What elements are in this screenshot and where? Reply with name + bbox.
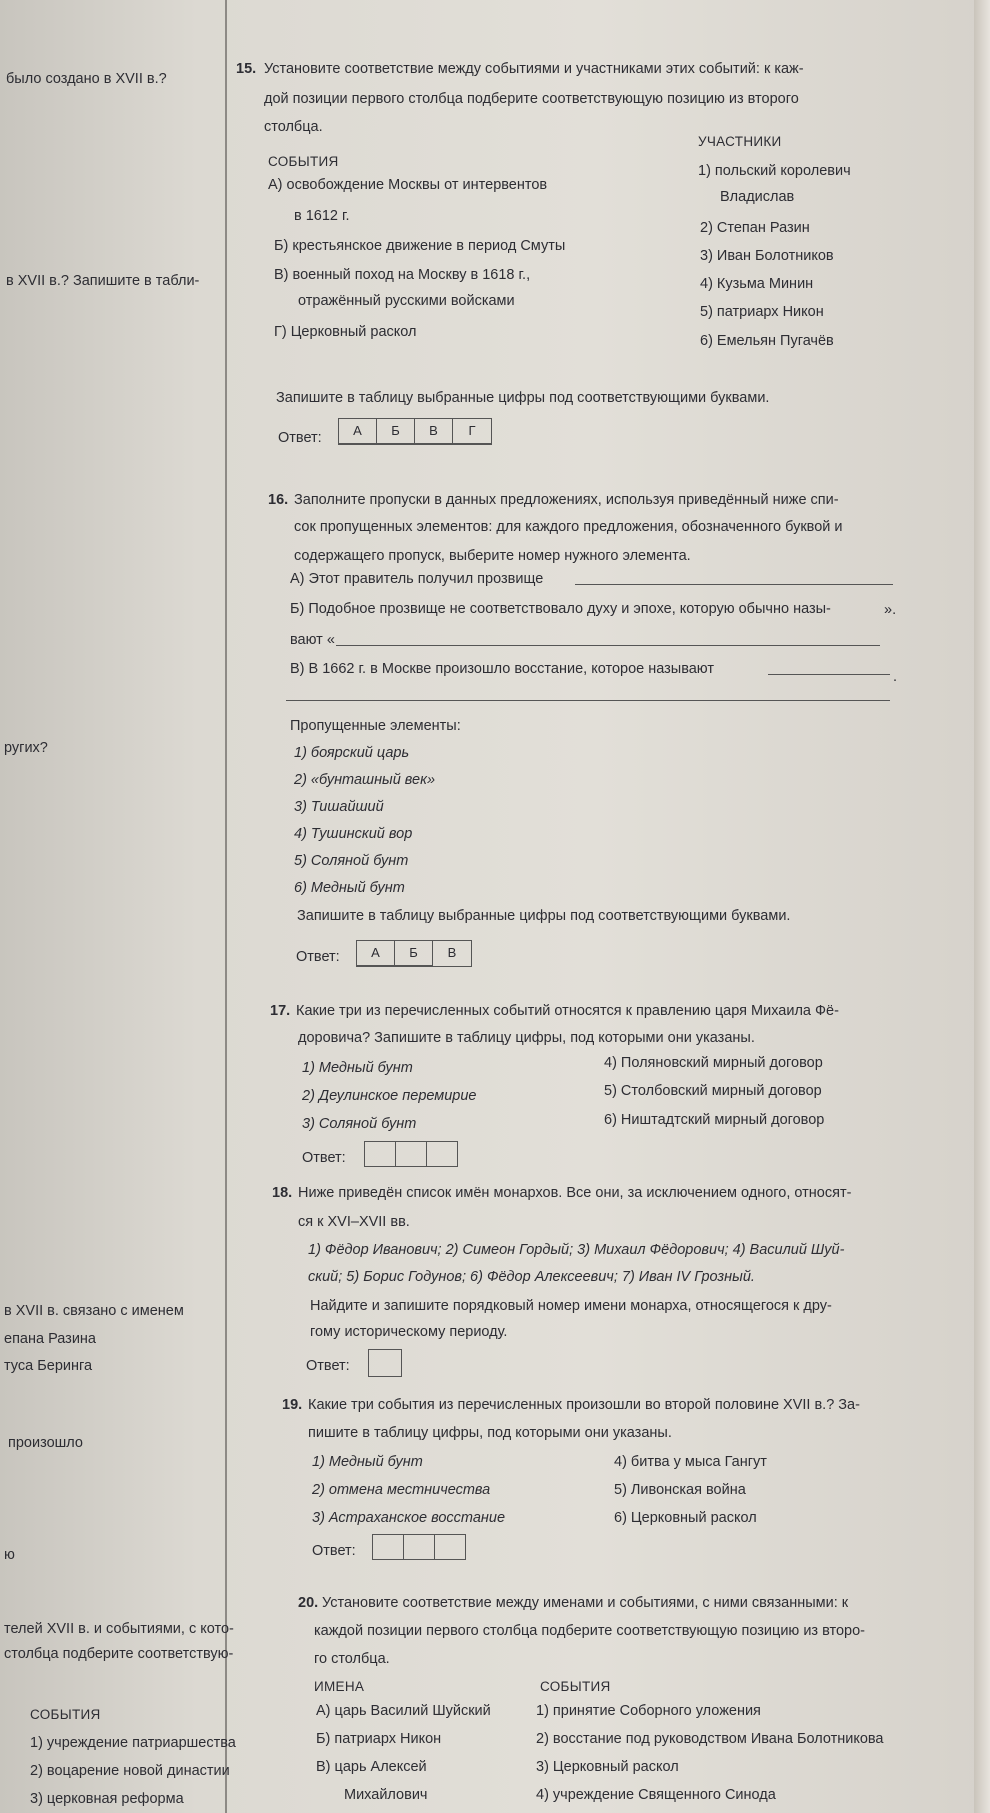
answer-label: Ответ: [302, 1150, 346, 1166]
question-text: Какие три события из перечисленных произошли во второй половине XVII в.? За- [308, 1397, 860, 1413]
option-item: 5) Столбовский мирный договор [604, 1083, 822, 1099]
left-text-line: столбца подберите соответствую- [4, 1646, 234, 1662]
name-item: А) царь Василий Шуйский [316, 1703, 491, 1719]
name-item: Михайлович [344, 1787, 428, 1803]
missing-element: 5) Соляной бунт [294, 853, 409, 869]
event-item: В) военный поход на Москву в 1618 г., [274, 267, 531, 283]
answer-table [356, 940, 472, 967]
question-number: 16. [268, 492, 289, 508]
page-edge [974, 0, 990, 1813]
answer-cell[interactable] [373, 1535, 404, 1559]
closing-dot: . [893, 669, 898, 685]
instruction-text: Запишите в таблицу выбранные цифры под соответствующими буквами. [297, 908, 791, 924]
answer-cell[interactable] [435, 1535, 465, 1559]
option-item: 1) Медный бунт [312, 1454, 423, 1470]
events-header: СОБЫТИЯ [540, 1679, 611, 1694]
names-header: ИМЕНА [314, 1679, 365, 1694]
answer-cell[interactable] [396, 1142, 427, 1166]
left-event-item: 1) учреждение патриаршества [30, 1735, 236, 1751]
option-item: 2) отмена местничества [312, 1482, 491, 1498]
missing-element: 2) «бунташный век» [294, 772, 436, 788]
event-item: 2) восстание под руководством Ивана Болотникова [536, 1731, 884, 1747]
blank-line [768, 674, 890, 675]
question-text: доровича? Запишите в таблицу цифры, под которыми они указаны. [298, 1030, 755, 1046]
participant-item: 4) Кузьма Минин [700, 276, 814, 292]
question-text: го столбца. [314, 1651, 390, 1667]
left-text-line: в XVII в.? Запишите в табли- [6, 273, 200, 289]
name-item: Б) патриарх Никон [316, 1731, 442, 1747]
question-number: 18. [272, 1185, 293, 1201]
option-item: 6) Церковный раскол [614, 1510, 757, 1526]
option-item: 4) Поляновский мирный договор [604, 1055, 823, 1071]
left-text-line: телей XVII в. и событиями, с кото- [4, 1621, 234, 1637]
left-text-line: в XVII в. связано с именем [4, 1303, 184, 1319]
option-item: 6) Ништадтский мирный договор [604, 1112, 825, 1128]
participant-item: 3) Иван Болотников [700, 248, 834, 264]
participant-item: 6) Емельян Пугачёв [700, 333, 834, 349]
question-text: Установите соответствие между событиями и участниками этих событий: к каж- [264, 61, 804, 77]
sentence-v: В) В 1662 г. в Москве произошло восстание, которое называют [290, 661, 715, 677]
event-item: 1) принятие Соборного уложения [536, 1703, 761, 1719]
answer-col-header: А [357, 941, 395, 966]
event-item: Г) Церковный раскол [274, 324, 417, 340]
events-header: СОБЫТИЯ [268, 154, 339, 169]
question-text: гому историческому периоду. [310, 1324, 508, 1340]
question-text: сок пропущенных элементов: для каждого предложения, обозначенного буквой и [294, 519, 843, 535]
answer-cell[interactable] [365, 1142, 396, 1166]
missing-elements-header: Пропущенные элементы: [290, 718, 461, 734]
option-item: 3) Соляной бунт [302, 1116, 417, 1132]
monarch-list: ский; 5) Борис Годунов; 6) Фёдор Алексеевич; 7) Иван IV Грозный. [308, 1269, 755, 1285]
participant-item: Владислав [720, 189, 795, 205]
question-number: 17. [270, 1003, 291, 1019]
answer-col-header: В [447, 945, 457, 960]
event-item: 4) учреждение Священного Синода [536, 1787, 776, 1803]
question-text: Найдите и запишите порядковый номер имени монарха, относящегося к дру- [310, 1298, 832, 1314]
answer-col-header: Б [377, 419, 415, 444]
left-text-line: было создано в XVII в.? [6, 71, 167, 87]
answer-cell[interactable] [368, 1349, 402, 1377]
answer-col-header: А [339, 419, 377, 444]
answer-boxes [364, 1141, 458, 1167]
answer-col-header: Б [395, 941, 433, 966]
left-event-item: 3) церковная реформа [30, 1791, 184, 1807]
question-text: содержащего пропуск, выберите номер нужного элемента. [294, 548, 691, 564]
left-text-line: туса Беринга [4, 1358, 93, 1374]
sentence-b: Б) Подобное прозвище не соответствовало духу и эпохе, которую обычно назы- [290, 601, 831, 617]
question-text: столбца. [264, 119, 323, 135]
participant-item: 1) польский королевич [698, 163, 851, 179]
left-text-line: ю [4, 1547, 15, 1563]
question-text: Ниже приведён список имён монархов. Все они, за исключением одного, относят- [298, 1185, 852, 1201]
question-text: пишите в таблицу цифры, под которыми они указаны. [308, 1425, 672, 1441]
answer-label: Ответ: [312, 1543, 356, 1559]
left-events-header: СОБЫТИЯ [30, 1707, 101, 1722]
answer-label: Ответ: [306, 1358, 350, 1374]
option-item: 5) Ливонская война [614, 1482, 746, 1498]
left-text-line: ругих? [4, 740, 48, 756]
question-text: Заполните пропуски в данных предложениях, используя приведённый ниже спи- [294, 492, 839, 508]
event-item: А) освобождение Москвы от интервентов [268, 177, 548, 193]
participants-header: УЧАСТНИКИ [698, 134, 782, 149]
sentence-b-continued: вают « [290, 632, 335, 648]
event-item: Б) крестьянское движение в период Смуты [274, 238, 566, 254]
question-text: Установите соответствие между именами и событиями, с ними связанными: к [322, 1595, 849, 1611]
missing-element: 6) Медный бунт [294, 880, 405, 896]
option-item: 4) битва у мыса Гангут [614, 1454, 767, 1470]
closing-quote: ». [884, 602, 897, 618]
answer-boxes [372, 1534, 466, 1560]
event-item: 3) Церковный раскол [536, 1759, 679, 1775]
left-event-item: 2) воцарение новой династии [30, 1763, 230, 1779]
answer-label: Ответ: [278, 430, 322, 446]
blank-line [286, 700, 890, 701]
sentence-a: А) Этот правитель получил прозвище [290, 571, 544, 587]
left-text-line: произошло [8, 1435, 83, 1451]
column-divider [225, 0, 227, 1813]
answer-label: Ответ: [296, 949, 340, 965]
question-number: 19. [282, 1397, 303, 1413]
missing-element: 4) Тушинский вор [294, 826, 413, 842]
option-item: 2) Деулинское перемирие [302, 1088, 477, 1104]
question-number: 20. [298, 1595, 319, 1611]
missing-element: 1) боярский царь [294, 745, 410, 761]
missing-element: 3) Тишайший [294, 799, 384, 815]
participant-item: 2) Степан Разин [700, 220, 810, 236]
participant-item: 5) патриарх Никон [700, 304, 824, 320]
option-item: 1) Медный бунт [302, 1060, 413, 1076]
blank-line [575, 584, 893, 585]
question-text: ся к XVI–XVII вв. [298, 1214, 410, 1230]
question-number: 15. [236, 61, 257, 77]
answer-col-header: В [415, 419, 453, 444]
answer-cell[interactable] [427, 1142, 457, 1166]
answer-col-header: Г [453, 419, 491, 444]
answer-table [338, 418, 492, 445]
instruction-text: Запишите в таблицу выбранные цифры под соответствующими буквами. [276, 390, 770, 406]
blank-line [336, 645, 880, 646]
name-item: В) царь Алексей [316, 1759, 427, 1775]
option-item: 3) Астраханское восстание [312, 1510, 506, 1526]
answer-cell[interactable] [404, 1535, 435, 1559]
question-text: каждой позиции первого столбца подберите соответствующую позицию из второ- [314, 1623, 865, 1639]
question-text: Какие три из перечисленных событий относятся к правлению царя Михаила Фё- [296, 1003, 839, 1019]
left-text-line: епана Разина [4, 1331, 96, 1347]
event-item: в 1612 г. [294, 208, 350, 224]
event-item: отражённый русскими войсками [298, 293, 515, 309]
monarch-list: 1) Фёдор Иванович; 2) Симеон Гордый; 3) Михаил Фёдорович; 4) Василий Шуй- [308, 1242, 845, 1258]
question-text: дой позиции первого столбца подберите соответствующую позицию из второго [264, 91, 799, 107]
